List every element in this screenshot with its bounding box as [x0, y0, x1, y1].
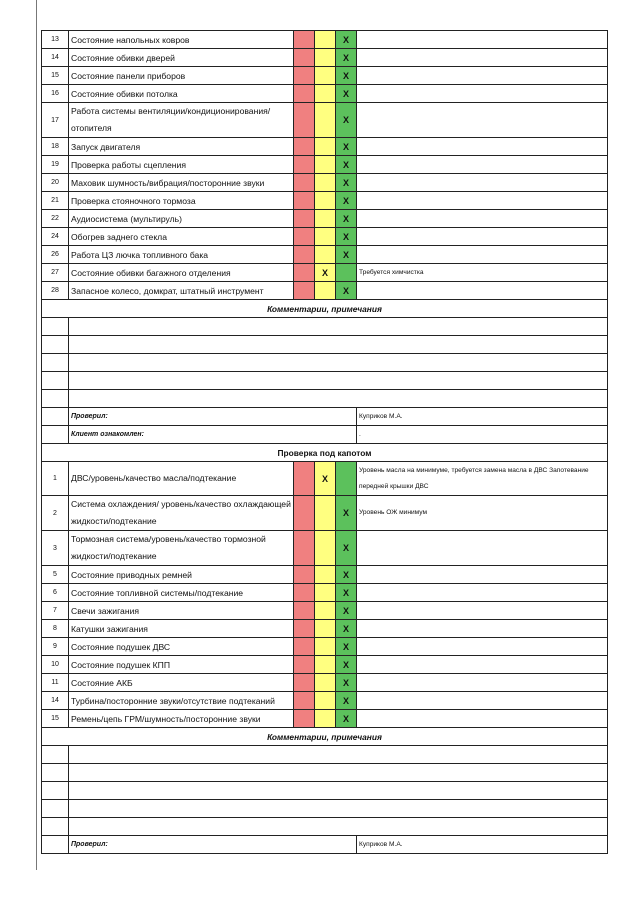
- blank-cell: [42, 408, 69, 426]
- blank-cell: [42, 800, 69, 818]
- checklist-row: [42, 566, 608, 584]
- comment-line[interactable]: [69, 336, 608, 354]
- checklist-row: [42, 674, 608, 692]
- checklist-row: [42, 264, 608, 282]
- status-cell-red[interactable]: [294, 67, 315, 85]
- checklist-row: [42, 49, 608, 67]
- row-note[interactable]: [357, 49, 608, 67]
- row-number: 28: [42, 282, 69, 300]
- row-note[interactable]: [357, 620, 608, 638]
- status-cell-green[interactable]: X: [336, 620, 357, 638]
- row-note[interactable]: [357, 174, 608, 192]
- checklist-row: [42, 584, 608, 602]
- row-number: 7: [42, 602, 69, 620]
- comment-line[interactable]: [69, 372, 608, 390]
- checklist-row: [42, 282, 608, 300]
- row-note[interactable]: [357, 674, 608, 692]
- status-cell-red[interactable]: [294, 210, 315, 228]
- comment-blank-row[interactable]: [42, 746, 608, 764]
- blank-cell: [42, 390, 69, 408]
- status-cell-red[interactable]: [294, 566, 315, 584]
- row-item-name: Свечи зажигания: [69, 602, 294, 620]
- inspection-table: [41, 30, 608, 854]
- left-margin-line: [36, 0, 37, 870]
- status-cell-yellow[interactable]: [315, 228, 336, 246]
- status-cell-yellow[interactable]: [315, 620, 336, 638]
- blank-cell: [42, 336, 69, 354]
- checklist-row: [42, 156, 608, 174]
- row-number: 26: [42, 246, 69, 264]
- blank-cell: [42, 372, 69, 390]
- status-cell-yellow[interactable]: [315, 638, 336, 656]
- row-item-name: Ремень/цепь ГРМ/шумность/посторонние звуки: [69, 710, 294, 728]
- status-cell-green[interactable]: X: [336, 496, 357, 531]
- row-note[interactable]: Требуется химчистка: [357, 264, 608, 282]
- checklist-row: [42, 531, 608, 566]
- row-item-name: Состояние подушек КПП: [69, 656, 294, 674]
- row-number: 24: [42, 228, 69, 246]
- status-cell-green[interactable]: X: [336, 192, 357, 210]
- signature-value[interactable]: Куприков М.А.: [357, 836, 608, 854]
- comment-line[interactable]: [69, 354, 608, 372]
- status-cell-yellow[interactable]: [315, 496, 336, 531]
- status-cell-green[interactable]: X: [336, 656, 357, 674]
- checklist-row: [42, 31, 608, 49]
- comment-blank-row[interactable]: [42, 336, 608, 354]
- status-cell-red[interactable]: [294, 192, 315, 210]
- status-cell-green[interactable]: X: [336, 638, 357, 656]
- checklist-row: [42, 496, 608, 531]
- comment-blank-row[interactable]: [42, 764, 608, 782]
- signature-row: [42, 408, 608, 426]
- row-note[interactable]: [357, 531, 608, 566]
- status-cell-green[interactable]: X: [336, 156, 357, 174]
- comment-blank-row[interactable]: [42, 782, 608, 800]
- comment-line[interactable]: [69, 318, 608, 336]
- status-cell-yellow[interactable]: [315, 138, 336, 156]
- blank-cell: [42, 782, 69, 800]
- row-number: 13: [42, 31, 69, 49]
- row-number: 5: [42, 566, 69, 584]
- status-cell-red[interactable]: [294, 103, 315, 138]
- row-item-name: Маховик шумность/вибрация/посторонние звуки: [69, 174, 294, 192]
- row-item-name: Состояние АКБ: [69, 674, 294, 692]
- row-item-name: Состояние обивки потолка: [69, 85, 294, 103]
- status-cell-red[interactable]: [294, 584, 315, 602]
- checklist-row: [42, 656, 608, 674]
- status-cell-red[interactable]: [294, 462, 315, 496]
- checklist-row: [42, 85, 608, 103]
- row-note[interactable]: [357, 103, 608, 138]
- status-cell-green[interactable]: X: [336, 566, 357, 584]
- row-number: 1: [42, 462, 69, 496]
- comment-line[interactable]: [69, 764, 608, 782]
- row-number: 9: [42, 638, 69, 656]
- status-cell-red[interactable]: [294, 282, 315, 300]
- status-cell-red[interactable]: [294, 85, 315, 103]
- row-note[interactable]: [357, 638, 608, 656]
- checklist-row: [42, 210, 608, 228]
- row-item-name: Состояние напольных ковров: [69, 31, 294, 49]
- row-note[interactable]: Уровень ОЖ минимум: [357, 496, 608, 531]
- status-cell-red[interactable]: [294, 264, 315, 282]
- status-cell-green[interactable]: X: [336, 228, 357, 246]
- blank-cell: [42, 426, 69, 444]
- blank-cell: [42, 318, 69, 336]
- signature-value[interactable]: Куприков М.А.: [357, 408, 608, 426]
- status-cell-green[interactable]: X: [336, 246, 357, 264]
- checklist-row: [42, 67, 608, 85]
- status-cell-red[interactable]: [294, 531, 315, 566]
- status-cell-yellow[interactable]: [315, 31, 336, 49]
- status-cell-green[interactable]: X: [336, 602, 357, 620]
- status-cell-yellow[interactable]: [315, 656, 336, 674]
- checklist-row: [42, 192, 608, 210]
- comment-blank-row[interactable]: [42, 800, 608, 818]
- status-cell-red[interactable]: [294, 710, 315, 728]
- row-note[interactable]: [357, 85, 608, 103]
- comment-blank-row[interactable]: [42, 390, 608, 408]
- status-cell-green[interactable]: X: [336, 584, 357, 602]
- row-number: 16: [42, 85, 69, 103]
- status-cell-green[interactable]: X: [336, 174, 357, 192]
- status-cell-yellow[interactable]: [315, 602, 336, 620]
- section-header-row: [42, 444, 608, 462]
- comment-blank-row[interactable]: [42, 354, 608, 372]
- row-item-name: Запуск двигателя: [69, 138, 294, 156]
- comment-blank-row[interactable]: [42, 318, 608, 336]
- checklist-row: [42, 462, 608, 496]
- row-note[interactable]: [357, 710, 608, 728]
- status-cell-yellow[interactable]: [315, 246, 336, 264]
- status-cell-yellow[interactable]: [315, 674, 336, 692]
- row-note[interactable]: Уровень масла на минимуме, требуется замена масла в ДВС Запотевание передней крышки ДВС: [357, 462, 608, 496]
- row-item-name: Система охлаждения/ уровень/качество охлаждающей жидкости/подтекание: [69, 496, 294, 531]
- row-item-name: ДВС/уровень/качество масла/подтекание: [69, 462, 294, 496]
- signature-value[interactable]: .: [357, 426, 608, 444]
- row-note[interactable]: [357, 228, 608, 246]
- status-cell-green[interactable]: X: [336, 103, 357, 138]
- status-cell-green[interactable]: X: [336, 67, 357, 85]
- checklist-row: [42, 620, 608, 638]
- status-cell-red[interactable]: [294, 692, 315, 710]
- row-item-name: Состояние топливной системы/подтекание: [69, 584, 294, 602]
- status-cell-green[interactable]: X: [336, 85, 357, 103]
- status-cell-yellow[interactable]: [315, 67, 336, 85]
- row-item-name: Работа системы вентиляции/кондиционирования/ отопителя: [69, 103, 294, 138]
- status-cell-green[interactable]: X: [336, 49, 357, 67]
- section-header-row: [42, 728, 608, 746]
- row-note[interactable]: [357, 67, 608, 85]
- status-cell-red[interactable]: [294, 228, 315, 246]
- status-cell-red[interactable]: [294, 138, 315, 156]
- comment-blank-row[interactable]: [42, 372, 608, 390]
- status-cell-green[interactable]: X: [336, 210, 357, 228]
- row-note[interactable]: [357, 282, 608, 300]
- status-cell-yellow[interactable]: X: [315, 462, 336, 496]
- checklist-row: [42, 692, 608, 710]
- row-note[interactable]: [357, 692, 608, 710]
- row-number: 19: [42, 156, 69, 174]
- status-cell-yellow[interactable]: [315, 103, 336, 138]
- row-note[interactable]: [357, 138, 608, 156]
- row-note[interactable]: [357, 246, 608, 264]
- blank-cell: [42, 836, 69, 854]
- checklist-row: [42, 638, 608, 656]
- status-cell-red[interactable]: [294, 174, 315, 192]
- status-cell-red[interactable]: [294, 674, 315, 692]
- signature-row: [42, 836, 608, 854]
- row-note[interactable]: [357, 584, 608, 602]
- row-note[interactable]: [357, 566, 608, 584]
- row-number: 21: [42, 192, 69, 210]
- status-cell-green[interactable]: X: [336, 710, 357, 728]
- row-item-name: Работа ЦЗ лючка топливного бака: [69, 246, 294, 264]
- comment-line[interactable]: [69, 782, 608, 800]
- section-title: Комментарии, примечания: [42, 728, 608, 746]
- status-cell-red[interactable]: [294, 656, 315, 674]
- status-cell-green[interactable]: X: [336, 138, 357, 156]
- status-cell-yellow[interactable]: [315, 584, 336, 602]
- status-cell-green[interactable]: [336, 264, 357, 282]
- blank-cell: [42, 818, 69, 836]
- row-number: 6: [42, 584, 69, 602]
- row-item-name: Состояние обивки дверей: [69, 49, 294, 67]
- signature-label: Клиент ознакомлен:: [69, 426, 357, 444]
- signature-row: [42, 426, 608, 444]
- status-cell-yellow[interactable]: [315, 192, 336, 210]
- status-cell-red[interactable]: [294, 31, 315, 49]
- status-cell-yellow[interactable]: [315, 174, 336, 192]
- row-number: 8: [42, 620, 69, 638]
- row-number: 3: [42, 531, 69, 566]
- checklist-row: [42, 174, 608, 192]
- row-number: 18: [42, 138, 69, 156]
- comment-line[interactable]: [69, 746, 608, 764]
- comment-line[interactable]: [69, 390, 608, 408]
- row-item-name: Запасное колесо, домкрат, штатный инструмент: [69, 282, 294, 300]
- status-cell-red[interactable]: [294, 602, 315, 620]
- status-cell-yellow[interactable]: [315, 210, 336, 228]
- checklist-row: [42, 228, 608, 246]
- row-number: 27: [42, 264, 69, 282]
- checklist-row: [42, 138, 608, 156]
- blank-cell: [42, 354, 69, 372]
- section-header-row: [42, 300, 608, 318]
- checklist-row: [42, 710, 608, 728]
- checklist-row: [42, 602, 608, 620]
- row-number: 20: [42, 174, 69, 192]
- row-number: 10: [42, 656, 69, 674]
- signature-label: Проверил:: [69, 836, 357, 854]
- status-cell-red[interactable]: [294, 496, 315, 531]
- status-cell-green[interactable]: X: [336, 674, 357, 692]
- row-number: 15: [42, 67, 69, 85]
- row-item-name: Аудиосистема (мультируль): [69, 210, 294, 228]
- row-note[interactable]: [357, 656, 608, 674]
- row-note[interactable]: [357, 156, 608, 174]
- row-number: 2: [42, 496, 69, 531]
- status-cell-yellow[interactable]: [315, 156, 336, 174]
- status-cell-green[interactable]: X: [336, 531, 357, 566]
- status-cell-yellow[interactable]: [315, 692, 336, 710]
- row-number: 22: [42, 210, 69, 228]
- row-item-name: Катушки зажигания: [69, 620, 294, 638]
- status-cell-green[interactable]: X: [336, 282, 357, 300]
- row-item-name: Тормозная система/уровень/качество тормозной жидкости/подтекание: [69, 531, 294, 566]
- status-cell-yellow[interactable]: [315, 531, 336, 566]
- status-cell-yellow[interactable]: X: [315, 264, 336, 282]
- comment-line[interactable]: [69, 818, 608, 836]
- checklist-row: [42, 246, 608, 264]
- row-note[interactable]: [357, 192, 608, 210]
- row-item-name: Состояние приводных ремней: [69, 566, 294, 584]
- row-item-name: Турбина/посторонние звуки/отсутствие подтеканий: [69, 692, 294, 710]
- row-number: 15: [42, 710, 69, 728]
- blank-cell: [42, 746, 69, 764]
- status-cell-red[interactable]: [294, 638, 315, 656]
- checklist-row: [42, 103, 608, 138]
- row-item-name: Состояние обивки багажного отделения: [69, 264, 294, 282]
- section-title: Комментарии, примечания: [42, 300, 608, 318]
- status-cell-red[interactable]: [294, 156, 315, 174]
- comment-blank-row[interactable]: [42, 818, 608, 836]
- row-number: 11: [42, 674, 69, 692]
- comment-line[interactable]: [69, 800, 608, 818]
- row-item-name: Проверка работы сцепления: [69, 156, 294, 174]
- status-cell-green[interactable]: X: [336, 692, 357, 710]
- row-number: 14: [42, 692, 69, 710]
- status-cell-red[interactable]: [294, 49, 315, 67]
- blank-cell: [42, 764, 69, 782]
- row-item-name: Проверка стояночного тормоза: [69, 192, 294, 210]
- row-item-name: Обогрев заднего стекла: [69, 228, 294, 246]
- status-cell-yellow[interactable]: [315, 85, 336, 103]
- row-number: 14: [42, 49, 69, 67]
- row-note[interactable]: [357, 210, 608, 228]
- status-cell-yellow[interactable]: [315, 566, 336, 584]
- status-cell-green[interactable]: X: [336, 31, 357, 49]
- status-cell-yellow[interactable]: [315, 282, 336, 300]
- row-item-name: Состояние подушек ДВС: [69, 638, 294, 656]
- section-title: Проверка под капотом: [42, 444, 608, 462]
- row-number: 17: [42, 103, 69, 138]
- status-cell-red[interactable]: [294, 620, 315, 638]
- status-cell-yellow[interactable]: [315, 49, 336, 67]
- signature-label: Проверил:: [69, 408, 357, 426]
- status-cell-red[interactable]: [294, 246, 315, 264]
- row-note[interactable]: [357, 31, 608, 49]
- row-item-name: Состояние панели приборов: [69, 67, 294, 85]
- row-note[interactable]: [357, 602, 608, 620]
- status-cell-yellow[interactable]: [315, 710, 336, 728]
- status-cell-green[interactable]: [336, 462, 357, 496]
